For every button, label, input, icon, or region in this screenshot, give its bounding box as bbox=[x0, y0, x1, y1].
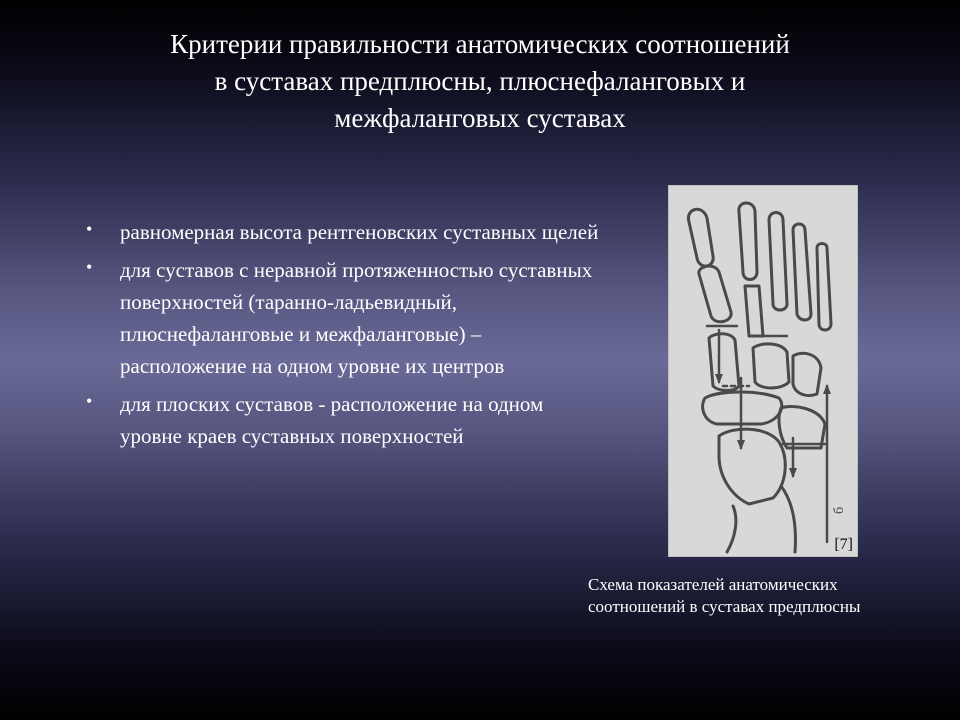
criteria-item-3 bbox=[86, 388, 606, 452]
criteria-text-1: равномерная высота рентгеновских суставных щелей bbox=[120, 220, 599, 244]
margin-mark: б bbox=[832, 506, 847, 514]
criteria-item-1 bbox=[86, 216, 606, 248]
talus-shape bbox=[719, 429, 785, 504]
big-toe-proximal-shape bbox=[699, 266, 731, 322]
figure-caption bbox=[588, 574, 948, 618]
calcaneal-front-shape bbox=[779, 407, 825, 448]
arrow-head-icon bbox=[789, 468, 797, 478]
criteria-text-2: для суставов с неравной протяженностью суставных поверхностей (таранно-ладьевидный, плюснефаланговые и межфаланговые) – расположение на одном уровне их центров bbox=[120, 258, 593, 378]
title-line-1: Критерии правильности анатомических соотношений bbox=[170, 29, 790, 59]
caption-line-2: соотношений в суставах предплюсны bbox=[588, 597, 861, 616]
calcaneus-outline-left bbox=[727, 506, 736, 552]
arrow-head-icon bbox=[823, 384, 831, 394]
criteria-list bbox=[86, 216, 606, 458]
second-toe-shape bbox=[739, 203, 757, 280]
big-toe-phalanx-shape bbox=[688, 209, 713, 266]
caption-line-1: Схема показателей анатомических bbox=[588, 575, 838, 594]
second-toe-proximal-shape bbox=[745, 286, 763, 336]
fifth-toe-shape bbox=[817, 244, 831, 331]
title-line-2: в суставах предплюсны, плюснефаланговых и bbox=[214, 66, 746, 96]
third-toe-shape bbox=[769, 213, 787, 311]
bullet-icon: • bbox=[86, 257, 93, 277]
bullet-icon: • bbox=[86, 219, 93, 239]
first-metatarsal-base-shape bbox=[709, 334, 739, 391]
criteria-item-2 bbox=[86, 254, 606, 382]
slide-title bbox=[80, 26, 880, 137]
bullet-icon: • bbox=[86, 391, 93, 411]
reference-label: [7] bbox=[834, 536, 853, 553]
fourth-toe-shape bbox=[793, 224, 811, 320]
cuboid-shape bbox=[793, 353, 821, 395]
arrow-head-icon bbox=[737, 440, 745, 450]
criteria-text-3: для плоских суставов - расположение на одном уровне краев суставных поверхностей bbox=[120, 392, 544, 448]
foot-bones-drawing bbox=[669, 186, 857, 556]
calcaneus-outline-right bbox=[781, 486, 795, 552]
title-line-3: межфаланговых суставах bbox=[334, 103, 626, 133]
arrow-head-icon bbox=[715, 374, 723, 384]
cuneiform-shape bbox=[753, 344, 789, 388]
foot-joint-diagram bbox=[668, 185, 858, 557]
